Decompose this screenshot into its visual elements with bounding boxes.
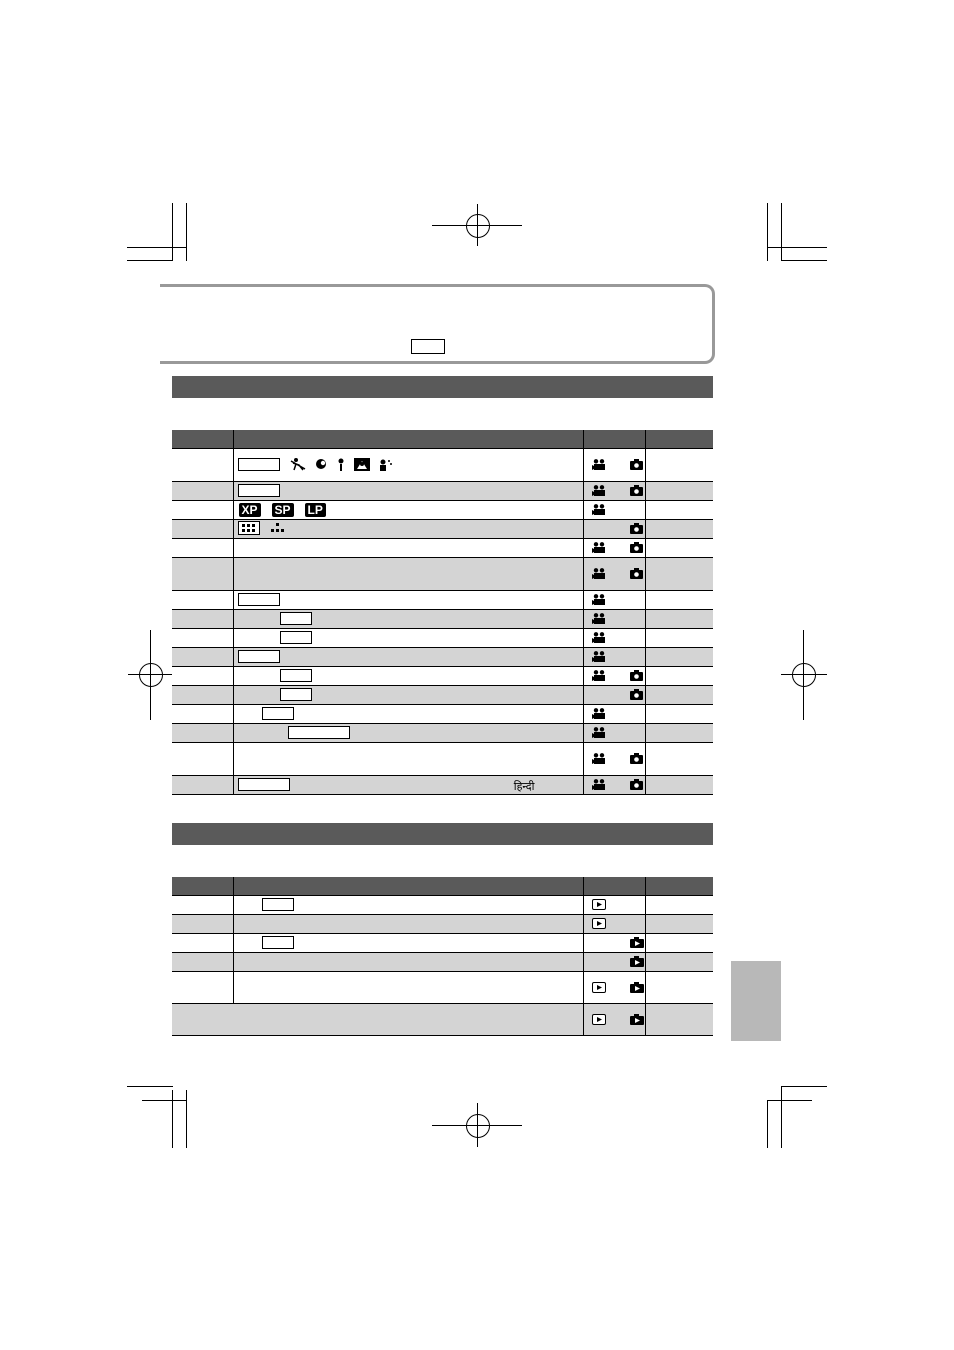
mode-icons (584, 670, 645, 681)
playback-menu-table (172, 877, 713, 1036)
mode-icons (584, 727, 645, 738)
table-row (172, 628, 713, 647)
button-key-symbol (262, 936, 294, 949)
camera-icon (630, 689, 643, 700)
button-key-symbol (262, 707, 294, 720)
empty-slot (630, 651, 644, 662)
button-key-symbol (288, 726, 350, 739)
portrait-icon (314, 458, 328, 471)
table-row (172, 933, 713, 952)
play-icon (592, 982, 606, 993)
mode-icons (584, 485, 645, 496)
camcorder-icon (592, 594, 606, 605)
low-light-icon (378, 458, 392, 471)
large-picture-size-icon (238, 521, 260, 535)
playback-section-header (172, 823, 713, 845)
camera-icon (630, 459, 643, 470)
quality-sp-label: SP (272, 503, 294, 517)
button-key-symbol (262, 898, 294, 911)
table-row (172, 538, 713, 557)
table-row (172, 704, 713, 723)
empty-slot (630, 504, 644, 515)
chapter-tab (731, 961, 781, 1041)
empty-slot (630, 594, 644, 605)
table-row (172, 519, 713, 538)
mode-icons (584, 937, 645, 948)
language-sample: हिन्दी (513, 779, 535, 793)
mode-icons (584, 632, 645, 643)
empty-slot (630, 899, 644, 910)
sports-icon (290, 458, 306, 471)
camcorder-icon (592, 613, 606, 624)
camcorder-icon (592, 651, 606, 662)
button-key-symbol (238, 593, 280, 606)
camera-icon (630, 485, 643, 496)
button-key-symbol (238, 650, 280, 663)
camcorder-icon (592, 632, 606, 643)
button-key-symbol (280, 631, 312, 644)
camcorder-icon (592, 779, 606, 790)
mode-icons (584, 459, 645, 470)
button-key-symbol (411, 339, 445, 354)
mode-icons (584, 899, 645, 910)
mode-icons (584, 708, 645, 719)
table-row (172, 723, 713, 742)
empty-slot (630, 632, 644, 643)
recording-section-header (172, 376, 713, 398)
mode-icons (584, 753, 645, 764)
camcorder-icon (592, 753, 606, 764)
table-row (172, 742, 713, 775)
camcorder-icon (592, 542, 606, 553)
table-row (172, 647, 713, 666)
table-row (172, 448, 713, 481)
recording-menu-table (172, 430, 713, 795)
camcorder-icon (592, 459, 606, 470)
play-icon (592, 1014, 606, 1025)
table-row (172, 1003, 713, 1035)
small-picture-size-icon (270, 523, 286, 533)
photo-playback-icon (630, 956, 644, 967)
button-key-symbol (280, 669, 312, 682)
table-row (172, 609, 713, 628)
mode-icons (584, 613, 645, 624)
camera-icon (630, 568, 643, 579)
play-icon (592, 899, 606, 910)
table-row (172, 666, 713, 685)
button-key-symbol (280, 688, 312, 701)
photo-playback-icon (630, 937, 644, 948)
quality-lp-label: LP (305, 503, 326, 517)
table-row (172, 685, 713, 704)
camcorder-icon (592, 727, 606, 738)
mode-icons (584, 982, 645, 993)
empty-slot (630, 613, 644, 624)
empty-slot (630, 708, 644, 719)
table-row (172, 775, 713, 794)
camcorder-icon (592, 504, 606, 515)
empty-slot (592, 523, 606, 534)
empty-slot (592, 937, 606, 948)
table-header-row (172, 877, 713, 895)
photo-playback-icon (630, 982, 644, 993)
mode-icons (584, 689, 645, 700)
mode-icons (584, 918, 645, 929)
table-row (172, 895, 713, 914)
camcorder-icon (592, 708, 606, 719)
mode-icons (584, 568, 645, 579)
table-row (172, 914, 713, 933)
camera-icon (630, 523, 643, 534)
mode-icons (584, 523, 645, 534)
table-row (172, 952, 713, 971)
table-row (172, 481, 713, 500)
mode-icons (584, 651, 645, 662)
empty-slot (592, 689, 606, 700)
camcorder-icon (592, 670, 606, 681)
surf-snow-icon (354, 458, 370, 471)
camera-icon (630, 779, 643, 790)
button-key-symbol (280, 612, 312, 625)
camera-icon (630, 670, 643, 681)
button-key-symbol (238, 458, 280, 471)
empty-slot (630, 918, 644, 929)
photo-playback-icon (630, 1014, 644, 1025)
camcorder-icon (592, 485, 606, 496)
button-key-symbol (238, 778, 290, 791)
camera-icon (630, 753, 643, 764)
mode-icons (584, 542, 645, 553)
spotlight-icon (336, 458, 346, 471)
table-row (172, 590, 713, 609)
quality-xp-label: XP (239, 503, 261, 517)
empty-slot (592, 956, 606, 967)
empty-slot (630, 727, 644, 738)
camcorder-icon (592, 568, 606, 579)
table-row (172, 557, 713, 590)
button-key-symbol (238, 484, 280, 497)
mode-icons (584, 779, 645, 790)
mode-icons (584, 1014, 645, 1025)
camera-icon (630, 542, 643, 553)
table-header-row (172, 430, 713, 448)
scene-mode-icons (290, 458, 392, 471)
mode-icons (584, 594, 645, 605)
table-row (172, 971, 713, 1003)
table-row (172, 500, 713, 519)
mode-icons (584, 956, 645, 967)
mode-icons (584, 504, 645, 515)
play-icon (592, 918, 606, 929)
